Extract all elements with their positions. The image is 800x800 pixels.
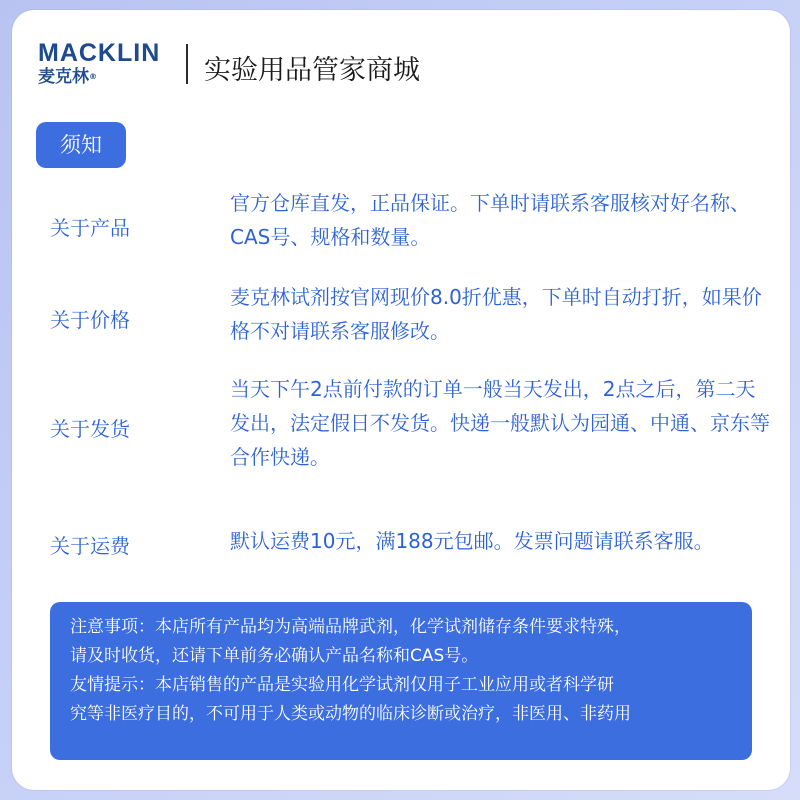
section-text: 当天下午2点前付款的订单一般当天发出，2点之后，第二天发出，法定假日不发货。快递一般默认为园通、中通、京东等合作快递。 — [230, 377, 770, 469]
section-label: 关于发货 — [50, 417, 130, 441]
content-card — [12, 10, 790, 790]
section-text: 麦克林试剂按官网现价8.0折优惠，下单时自动打折，如果价格不对请联系客服修改。 — [230, 285, 762, 343]
section-label: 关于价格 — [50, 308, 130, 332]
logo-cn-text: 麦克林 — [38, 67, 89, 87]
section-label: 关于运费 — [50, 534, 130, 558]
section-label: 关于产品 — [50, 216, 130, 240]
notice-box — [50, 602, 752, 760]
header — [38, 36, 738, 96]
brand-logo — [38, 40, 168, 88]
section-text: 官方仓库直发，正品保证。下单时请联系客服核对好名称、CAS号、规格和数量。 — [230, 191, 750, 249]
logo-wordmark: MACKLIN — [38, 39, 161, 67]
page-title: 实验用品管家商城 — [204, 55, 420, 86]
header-divider — [186, 44, 188, 84]
notice-badge: 须知 — [36, 122, 126, 168]
notice-text: 注意事项：本店所有产品均为高端品牌武剂，化学试剂储存条件要求特殊， 请及时收货，还请下单前务必确认产品名称和CAS号。 友情提示：本店销售的产品是实验用化学试剂仅用子工业应用或者科学研 究等非医疗目的，不可用于人类或动物的临床诊断或治疗，非医用、非药用 — [70, 617, 631, 724]
logo-cn-name — [38, 66, 168, 88]
registered-mark: ® — [89, 72, 97, 81]
section-text: 默认运费10元，满188元包邮。发票问题请联系客服。 — [230, 529, 714, 553]
